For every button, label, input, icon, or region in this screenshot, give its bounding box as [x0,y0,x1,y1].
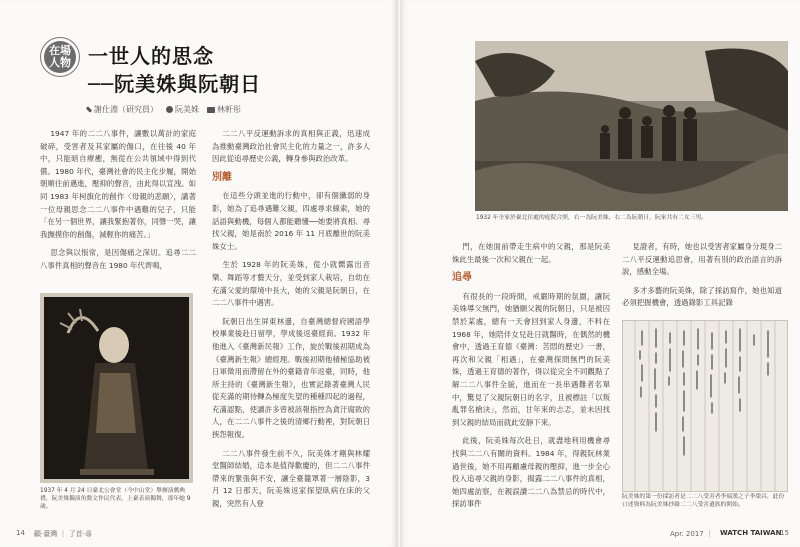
photographer-credit [207,104,241,115]
author-name: 謝仕淵（研究員） [94,105,158,114]
author-credit [86,104,158,115]
camera-icon [207,107,215,113]
magazine-name: WATCH TAIWAN [720,529,782,537]
left-page [0,0,398,547]
paragraph: 生於 1928 年的阮美姝，從小就嚮露出音樂、舞蹈等才藝天分，並受到家人栽培，自幼在充滿父愛的環境中長大，她的父親是阮朝日，在二二八事件中遇害。 [212,260,370,308]
column-2 [212,128,370,526]
family-photo-image [475,41,788,211]
right-page [400,0,800,547]
issue-date: Apr. 2017 ｜ [670,530,713,538]
article-title: 一世人的思念 [88,44,214,68]
section-heading-farewell: 別離 [212,171,232,183]
credits [86,104,241,115]
paragraph: 見證者，有時，她也以受害者家屬身分現身二二八平反運動追思會，用著有別的政治語言的訴說，感動全場。 [622,242,782,277]
source-credit [166,104,199,115]
column-1 [40,128,196,278]
paragraph: 阮朝日出生屏東林邊，自臺灣總督府國語學校畢業後赴日留學，學成後返臺經商。1932 年他進入《臺灣新民報》工作，旋於戰後初期成為《臺灣新生報》總經理。戰後初期他積極協助被日軍徵用而滯留在外的臺籍青年返臺，同時，他所主持的《臺灣新生報》，也實記錄著臺灣人民從充滿的期待轉為極度失望的種種四起的過程，充滿認點，使讀許多曾被該報指控為貪汙腐敗的人，在二二八事件之後的清鄉行動裡，對阮朝日挾怨報復。 [212,316,370,440]
dancer-photo-caption: 1937 年 4 月 24 日臺北公會堂（今中山堂）舉辦演戲典禮，阮美姝獨演角盤文作民代表，上臺表演獨舞，那年她 9 歲。 [40,488,191,510]
left-page-number: 14 [16,529,25,537]
badge-top-text: 在場 [49,44,71,57]
paragraph: 二二八事件發生前不久，阮美姝才剛與林耀堂醫師結婚，這本是值得歡慶的，但二二八事件帶來的緊張與不安，讓全臺籠罩著一層陰影，3 月 12 日那天，阮美姝返家探望臥病在床的父親，突然有人登 [212,448,370,509]
copyright-icon [166,106,173,113]
pen-icon [86,106,92,112]
paragraph: 此後，阮美姝每次赴日，就盡地利用機會尋找與二二八有關的資料。1984 年，得親阮林業過世後，她不用再顧慮母親的壓抑，進一步全心投入追尋父親的身影，揭露二二八事件的真相，她四處訪察，在親誤讀二二八為禁忌的時代中，採訪事件 [452,436,610,509]
column-3 [452,241,610,521]
paragraph: 在這些分頭並進的行動中，卻有個纖弱的身影，她為了追尋遇難父親，四處尋求線索，她的話語與動機，每個人都能聽懂──她要將真相、尋找父親，她是南於 2016 年 11 月底離世的阮美姝女士。 [212,191,370,251]
left-section-label: 顧‧臺灣 ｜ 了首‧尋 [34,530,92,538]
paragraph: 二二八平反運動訴求的真相與正義，迅速成為推動臺灣政治社會民主化的力量之一，許多人因此從追尋歷史公義，轉身參與政治改革。 [212,129,370,164]
document-photo-caption: 阮美姝的第一份採訪者是二二八受害者李瑞漢之子李榮昌，此份口述資料為阮美姝抄錄二二八受害遺族的開始。 [622,494,785,508]
right-page-number: 15 [780,529,789,537]
paragraph: 多才多藝的阮美姝，除了採訪寫作，她也知道必須把握機會，透過錄影工具記錄 [622,285,782,308]
source-name: 阮美姝 [175,105,199,114]
paragraph: 1947 年的二二八事件，讓數以萬計的家庭破碎，受害者及其家屬的傷口，在往後 40 年中，只能暗自療癒，無從在公共領域中得到代償。1980 年代，臺灣社會的民主化步履，開始朝順往前邁進，壓抑的聲音，由此得以宣洩。如同 1983 年柯旗化的創作〈母親的悲願〉，講著一位母親思念二二八事件中遇難的兒子，只能「在另一個世界，讓我緊抱著你，同聲一哭，讓我撫摸你的創傷，減輕你的痛苦。」 [40,129,196,239]
family-photo-caption: 1932 年全家於臺北住處的庭院合照，右一為阮美姝、右二為阮朝日，阮家共有二女三男。 [476,215,708,221]
photographer-name: 林軒彤 [217,105,241,114]
dancer-photo [40,293,193,483]
article-subtitle: ──阮美姝與阮朝日 [88,72,262,96]
paragraph: 門，在她面前帶走生病中的父親，那是阮美姝此生最後一次和父親在一起。 [452,242,610,264]
column-4 [622,241,782,311]
section-heading-pursuit: 追尋 [452,272,472,284]
family-photo [475,41,788,211]
column-badge [40,37,80,77]
paragraph: 思念與以悵常，是因傷痛之深切。追尋二二八事件真相的聲音在 1980 年代齊鳴， [40,248,196,270]
paragraph: 有很長的一段時間，戒嚴時期的氛圍，讓阮美姝導父無門，她猶願父親的阮朝日，只是被囚禁於某處，總有一天會回到家人身邊，不料在 1968 年，她陪伴女兒赴日就醫時，在偶然的機會中，透過王育德《臺灣：苦悶的歷史》一書，再次和父親「相遇」，在臺灣探問無門的阮美姝，透過王育德的著作，得以從完全不同觀點了解二二八事件全貌，進而在一長串遇難者名單中，驚見了父親阮朝日的名字，且被標註「以叛亂罪名槍決」，然而，甘年來的忐忑，並未因找到父親的結局而就此安靜下來。 [452,291,610,427]
handwritten-document-photo [622,320,788,492]
badge-bottom-text: 人物 [49,56,71,69]
document-image [623,321,787,491]
dancer-photo-image [40,293,193,483]
